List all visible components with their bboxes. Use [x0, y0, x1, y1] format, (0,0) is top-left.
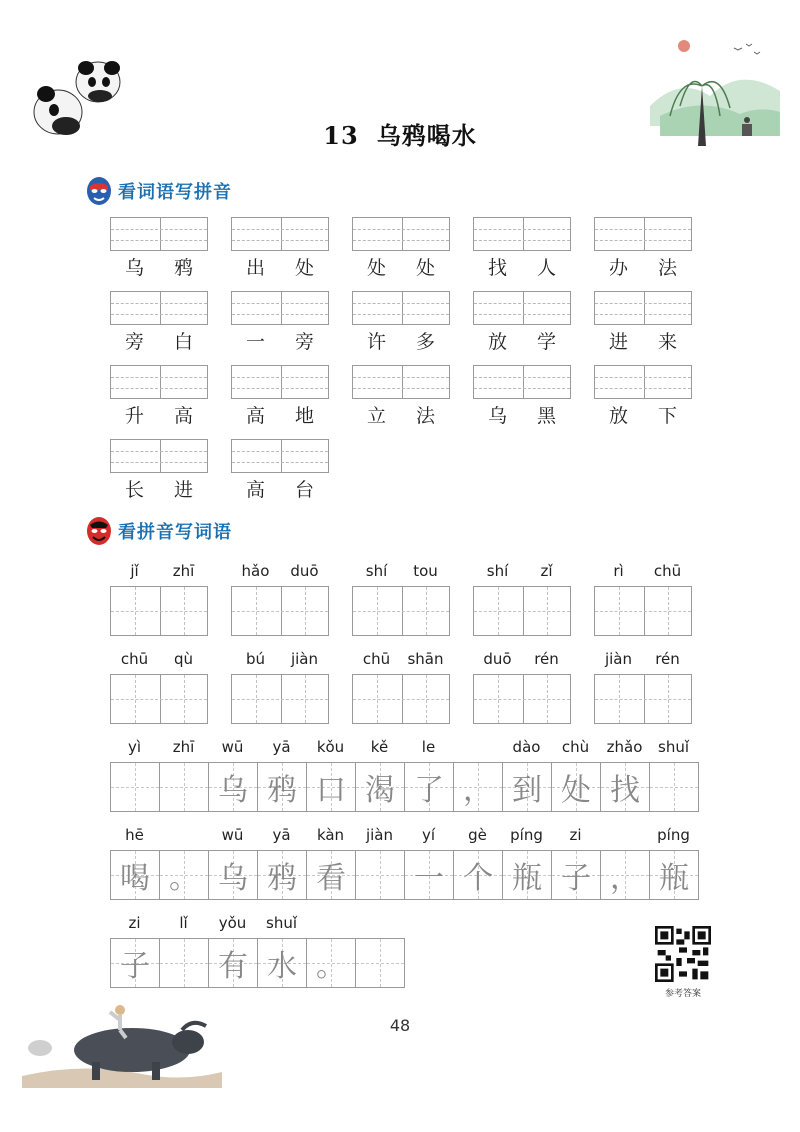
word-char: 乌	[487, 405, 507, 427]
sentence-char: 鸦	[267, 861, 297, 896]
sentence-cell[interactable]	[650, 851, 699, 899]
word	[110, 327, 208, 354]
word-char: 地	[294, 405, 314, 427]
section-label-2: 看拼音写词语	[118, 522, 232, 543]
sentence-cell[interactable]	[160, 851, 209, 899]
sentence-cell[interactable]	[405, 763, 454, 811]
lesson-name: 乌鸦喝水	[376, 121, 477, 150]
sentence-cell[interactable]	[503, 763, 552, 811]
sentence-char: 。	[169, 861, 199, 896]
pinyin-writing-box[interactable]	[352, 365, 450, 399]
sentence-pinyin: píng	[657, 826, 690, 844]
sentence-char: 乌	[218, 773, 248, 808]
sentence-pinyin: yā	[272, 738, 291, 756]
character-writing-box[interactable]	[110, 586, 208, 636]
sentence-pinyin: hē	[125, 826, 144, 844]
word-char: 高	[245, 405, 265, 427]
word-char: 人	[536, 257, 556, 279]
sentence-cell[interactable]	[111, 939, 160, 987]
sentence-char: 了	[414, 773, 444, 808]
sentence-cell[interactable]	[552, 763, 601, 811]
sentence-row	[110, 762, 699, 812]
sentence-char: 瓶	[659, 861, 689, 896]
pinyin-syllable: hǎo	[241, 562, 270, 580]
word-char: 法	[657, 257, 677, 279]
qr-code-icon[interactable]	[655, 926, 711, 982]
word	[231, 327, 329, 354]
sentence-pinyin: shuǐ	[266, 914, 297, 932]
pinyin-syllable: shān	[407, 650, 444, 668]
word	[594, 401, 692, 428]
word-char: 处	[415, 257, 435, 279]
word	[473, 401, 571, 428]
sentence-pinyin: chù	[561, 738, 590, 756]
sentence-pinyin: gè	[468, 826, 487, 844]
pinyin-syllable: jǐ	[130, 562, 139, 580]
sentence-char: 到	[512, 773, 542, 808]
pinyin-syllable: chū	[120, 650, 149, 668]
word-char: 来	[657, 331, 677, 353]
pinyin-writing-box[interactable]	[231, 217, 329, 251]
pinyin-word	[473, 562, 571, 580]
sentence-char: 瓶	[512, 861, 542, 896]
sentence-cell[interactable]	[356, 939, 405, 987]
pinyin-writing-box[interactable]	[231, 291, 329, 325]
sentence-pinyin: yí	[421, 826, 436, 844]
sentence-pinyin: yì	[127, 738, 142, 756]
word	[352, 401, 450, 428]
word-char: 学	[536, 331, 556, 353]
word-char: 黑	[536, 405, 556, 427]
sentence-cell[interactable]	[209, 939, 258, 987]
character-writing-box[interactable]	[352, 674, 450, 724]
buffalo-illustration	[22, 992, 222, 1088]
sentence-cell[interactable]	[601, 763, 650, 811]
word	[110, 253, 208, 280]
pinyin-writing-box[interactable]	[594, 365, 692, 399]
sentence-cell[interactable]	[503, 851, 552, 899]
sentence-row	[110, 938, 405, 988]
sentence-char: 乌	[218, 861, 248, 896]
pinyin-syllable: jiàn	[604, 650, 633, 668]
character-writing-box[interactable]	[110, 674, 208, 724]
pinyin-syllable: duō	[483, 650, 512, 668]
sentence-pinyin: zi	[569, 826, 582, 844]
pinyin-word	[231, 650, 329, 668]
sentence-char: 鸦	[267, 773, 297, 808]
sentence-cell[interactable]	[454, 763, 503, 811]
pinyin-syllable: tou	[413, 562, 438, 580]
sentence-cell[interactable]	[111, 763, 160, 811]
pinyin-writing-box[interactable]	[473, 291, 571, 325]
pinyin-syllable: chū	[653, 562, 682, 580]
section-label-1: 看词语写拼音	[118, 182, 232, 203]
qr-label: 参考答案	[664, 989, 701, 999]
panda-illustration	[28, 52, 128, 140]
sentence-pinyin: zi	[128, 914, 141, 932]
sentence-row	[110, 850, 699, 900]
sentence-pinyin: zhǎo	[606, 738, 643, 756]
pinyin-writing-box[interactable]	[594, 291, 692, 325]
sentence-cell[interactable]	[209, 851, 258, 899]
pinyin-syllable: shí	[365, 562, 388, 580]
pinyin-writing-box[interactable]	[110, 291, 208, 325]
sentence-char: 子	[561, 861, 591, 896]
word-char: 放	[487, 331, 507, 353]
sentence-cell[interactable]	[454, 851, 503, 899]
pinyin-word	[594, 562, 692, 580]
sentence-char: 处	[561, 773, 591, 808]
word	[473, 327, 571, 354]
character-writing-box[interactable]	[231, 586, 329, 636]
sentence-char: 有	[218, 949, 248, 984]
word-char: 法	[415, 405, 435, 427]
sentence-cell[interactable]	[356, 763, 405, 811]
sentence-char: ，	[463, 773, 493, 808]
sentence-cell[interactable]	[160, 939, 209, 987]
word	[594, 253, 692, 280]
sentence-cell[interactable]	[307, 939, 356, 987]
character-writing-box[interactable]	[473, 586, 571, 636]
word-char: 台	[294, 479, 314, 501]
pinyin-syllable: bú	[245, 650, 266, 668]
word-char: 升	[124, 405, 144, 427]
sentence-pinyin: wū	[221, 738, 244, 756]
sentence-pinyin: kàn	[316, 826, 345, 844]
pinyin-word	[110, 650, 208, 668]
sentence-char: 找	[610, 773, 640, 808]
word	[110, 401, 208, 428]
sentence-pinyin: shuǐ	[658, 738, 689, 756]
word-char: 旁	[124, 331, 144, 353]
word-char: 进	[608, 331, 628, 353]
sentence-char: 一	[414, 861, 444, 896]
pinyin-writing-box[interactable]	[231, 439, 329, 473]
section-header-1	[86, 176, 232, 206]
sentence-cell[interactable]	[258, 939, 307, 987]
pinyin-writing-box[interactable]	[352, 217, 450, 251]
word-char: 许	[366, 331, 386, 353]
pinyin-syllable: rén	[534, 650, 559, 668]
character-writing-box[interactable]	[594, 674, 692, 724]
pinyin-syllable: jiàn	[290, 650, 319, 668]
sentence-pinyin: jiàn	[365, 826, 394, 844]
sentence-pinyin: wū	[221, 826, 244, 844]
sentence-pinyin: lǐ	[179, 914, 188, 932]
sentence-cell[interactable]	[160, 763, 209, 811]
word-char: 乌	[124, 257, 144, 279]
word-char: 放	[608, 405, 628, 427]
opera-mask-icon	[86, 176, 112, 206]
sentence-pinyin: zhī	[172, 738, 195, 756]
sentence-cell[interactable]	[209, 763, 258, 811]
sentence-cell[interactable]	[356, 851, 405, 899]
word	[231, 253, 329, 280]
sentence-cell[interactable]	[307, 851, 356, 899]
pinyin-syllable: zǐ	[540, 562, 553, 580]
opera-mask-icon	[86, 516, 112, 546]
character-writing-box[interactable]	[473, 674, 571, 724]
word	[473, 253, 571, 280]
word	[110, 475, 208, 502]
sentence-cell[interactable]	[405, 851, 454, 899]
sentence-cell[interactable]	[111, 851, 160, 899]
pinyin-writing-box[interactable]	[473, 217, 571, 251]
word-char: 多	[415, 331, 435, 353]
sentence-char: 渴	[365, 773, 395, 808]
sentence-pinyin: le	[421, 738, 436, 756]
pinyin-word	[594, 650, 692, 668]
pinyin-word	[231, 562, 329, 580]
word-char: 长	[124, 479, 144, 501]
sentence-cell[interactable]	[258, 763, 307, 811]
pinyin-word	[352, 562, 450, 580]
word-char: 办	[608, 257, 628, 279]
page-number: 48	[389, 1016, 411, 1035]
pinyin-word	[110, 562, 208, 580]
landscape-illustration	[650, 36, 780, 156]
word-char: 进	[173, 479, 193, 501]
word	[231, 401, 329, 428]
sentence-cell[interactable]	[552, 851, 601, 899]
sentence-cell[interactable]	[258, 851, 307, 899]
pinyin-syllable: zhī	[172, 562, 195, 580]
sentence-char: 口	[316, 773, 346, 808]
character-writing-box[interactable]	[231, 674, 329, 724]
word	[352, 327, 450, 354]
sentence-char: 个	[463, 861, 493, 896]
lesson-title	[300, 116, 500, 151]
word	[352, 253, 450, 280]
word-char: 处	[294, 257, 314, 279]
word-char: 一	[245, 331, 265, 353]
pinyin-writing-box[interactable]	[352, 291, 450, 325]
character-writing-box[interactable]	[352, 586, 450, 636]
sentence-char: 。	[316, 949, 346, 984]
sentence-pinyin: kě	[370, 738, 389, 756]
sentence-pinyin: yā	[272, 826, 291, 844]
pinyin-syllable: rì	[613, 562, 624, 580]
word-char: 找	[487, 257, 507, 279]
word-char: 下	[657, 405, 677, 427]
sentence-char: 看	[316, 861, 346, 896]
sentence-cell[interactable]	[601, 851, 650, 899]
pinyin-writing-box[interactable]	[594, 217, 692, 251]
word-char: 处	[366, 257, 386, 279]
pinyin-word	[473, 650, 571, 668]
word-char: 高	[245, 479, 265, 501]
sentence-pinyin: píng	[510, 826, 543, 844]
sentence-char: 喝	[120, 861, 150, 896]
sentence-char: 水	[267, 949, 297, 984]
pinyin-writing-box[interactable]	[110, 439, 208, 473]
word-char: 出	[245, 257, 265, 279]
word-char: 白	[173, 331, 193, 353]
word-char: 鸦	[173, 257, 193, 279]
character-writing-box[interactable]	[594, 586, 692, 636]
sentence-char: ，	[610, 861, 640, 896]
pinyin-syllable: shí	[486, 562, 509, 580]
pinyin-writing-box[interactable]	[473, 365, 571, 399]
pinyin-writing-box[interactable]	[110, 217, 208, 251]
section-header-2	[86, 516, 232, 546]
sentence-pinyin: kǒu	[316, 738, 345, 756]
pinyin-writing-box[interactable]	[231, 365, 329, 399]
sentence-cell[interactable]	[307, 763, 356, 811]
pinyin-syllable: rén	[655, 650, 680, 668]
lesson-number: 13	[323, 121, 359, 150]
word	[594, 327, 692, 354]
pinyin-word	[352, 650, 450, 668]
pinyin-syllable: qù	[173, 650, 194, 668]
sentence-pinyin: dào	[512, 738, 541, 756]
pinyin-syllable: duō	[290, 562, 319, 580]
sentence-char: 子	[120, 949, 150, 984]
pinyin-writing-box[interactable]	[110, 365, 208, 399]
pinyin-syllable: chū	[362, 650, 391, 668]
sentence-cell[interactable]	[650, 763, 699, 811]
word	[231, 475, 329, 502]
word-char: 旁	[294, 331, 314, 353]
sentence-pinyin: yǒu	[218, 914, 247, 932]
word-char: 高	[173, 405, 193, 427]
word-char: 立	[366, 405, 386, 427]
